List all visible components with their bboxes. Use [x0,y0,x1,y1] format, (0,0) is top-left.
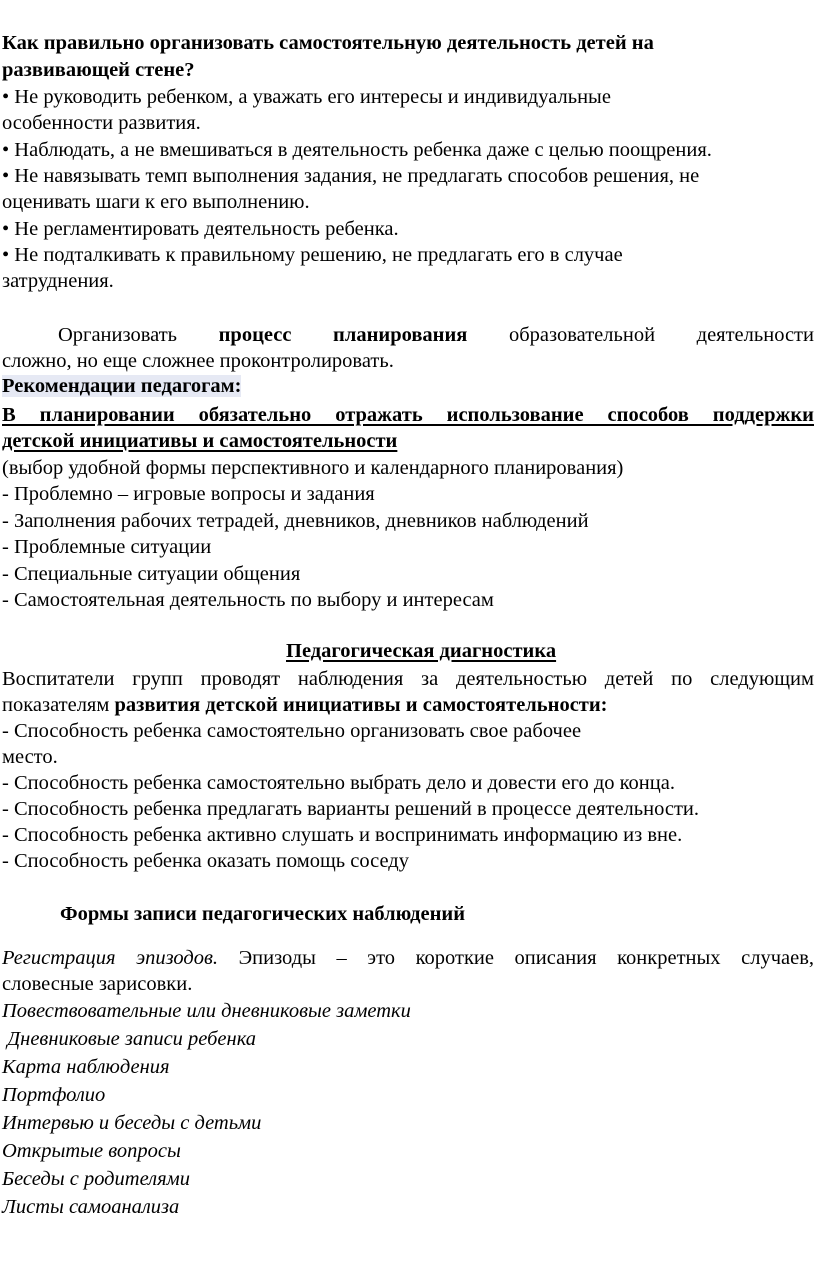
bullet-line: • Не подталкивать к правильному решению, не предлагать его в случае [2,244,623,266]
list-item: место. [2,746,58,768]
bullet-line: • Не навязывать темп выполнения задания, не предлагать способов решения, не [2,165,700,187]
planning-paragraph-line1 [2,322,814,348]
form-item: Дневниковые записи ребенка [2,1028,257,1050]
list-item: - Проблемные ситуации [2,536,212,558]
diagnostics-intro-text: показателям [2,694,115,716]
list-item: - Способность ребенка самостоятельно выбрать дело и довести его до конца. [2,772,675,794]
bullet-line: затруднения. [2,270,114,292]
planning-text: Организовать [58,324,219,346]
paren-note: (выбор удобной формы перспективного и календарного планирования) [2,457,624,479]
form-item: Портфолио [2,1084,106,1106]
bullet-line: • Не руководить ребенком, а уважать его интересы и индивидуальные [2,86,611,108]
diagnostics-intro-bold: развития детской инициативы и самостоятельности: [114,694,608,716]
recommendations-heading [2,373,241,399]
form-item: Интервью и беседы с детьми [2,1112,262,1134]
episodes-rest: Эпизоды – это короткие описания конкретных случаев, [218,947,815,969]
list-item: - Самостоятельная деятельность по выбору и интересам [2,589,494,611]
list-item: - Проблемно – игровые вопросы и задания [2,483,375,505]
list-item: - Способность ребенка самостоятельно организовать свое рабочее [2,720,582,742]
underlined-line1: В планировании обязательно отражать использование способов поддержки [2,404,814,426]
diagnostics-intro-line2 [2,692,608,718]
planning-bold: процесс планирования [218,324,468,346]
bullet-line: • Наблюдать, а не вмешиваться в деятельность ребенка даже с целью поощрения. [2,139,712,161]
list-item: - Способность ребенка активно слушать и воспринимать информацию из вне. [2,824,683,846]
bullet-line: особенности развития. [2,112,201,134]
recommendations-heading-text: Рекомендации педагогам: [2,375,242,397]
episodes-line2: словесные зарисовки. [2,973,193,995]
episodes-italic: Регистрация эпизодов. [2,947,219,969]
list-item: - Способность ребенка предлагать варианты решений в процессе деятельности. [2,798,699,820]
form-item: Повествовательные или дневниковые заметки [2,1000,411,1022]
form-item: Карта наблюдения [2,1056,170,1078]
diagnostics-intro-line1: Воспитатели групп проводят наблюдения за деятельностью детей по следующим [2,668,814,690]
section-title-line1: Как правильно организовать самостоятельную деятельность детей на [2,32,654,54]
diagnostics-heading: Педагогическая диагностика [286,640,557,662]
form-item: Открытые вопросы [2,1140,181,1162]
list-item: - Специальные ситуации общения [2,563,301,585]
form-item: Беседы с родителями [2,1168,190,1190]
list-item: - Способность ребенка оказать помощь соседу [2,850,409,872]
section-title-line2: развивающей стене? [2,59,195,81]
planning-paragraph-line2: сложно, но еще сложнее проконтролировать. [2,350,394,372]
form-item: Листы самоанализа [2,1196,180,1218]
bullet-line: оценивать шаги к его выполнению. [2,191,310,213]
episodes-line1 [2,945,814,971]
bullet-line: • Не регламентировать деятельность ребенка. [2,218,399,240]
underlined-line2: детской инициативы и самостоятельности [2,430,398,452]
forms-heading: Формы записи педагогических наблюдений [60,903,466,925]
planning-text-end: образовательной деятельности [467,324,814,346]
list-item: - Заполнения рабочих тетрадей, дневников, дневников наблюдений [2,510,589,532]
